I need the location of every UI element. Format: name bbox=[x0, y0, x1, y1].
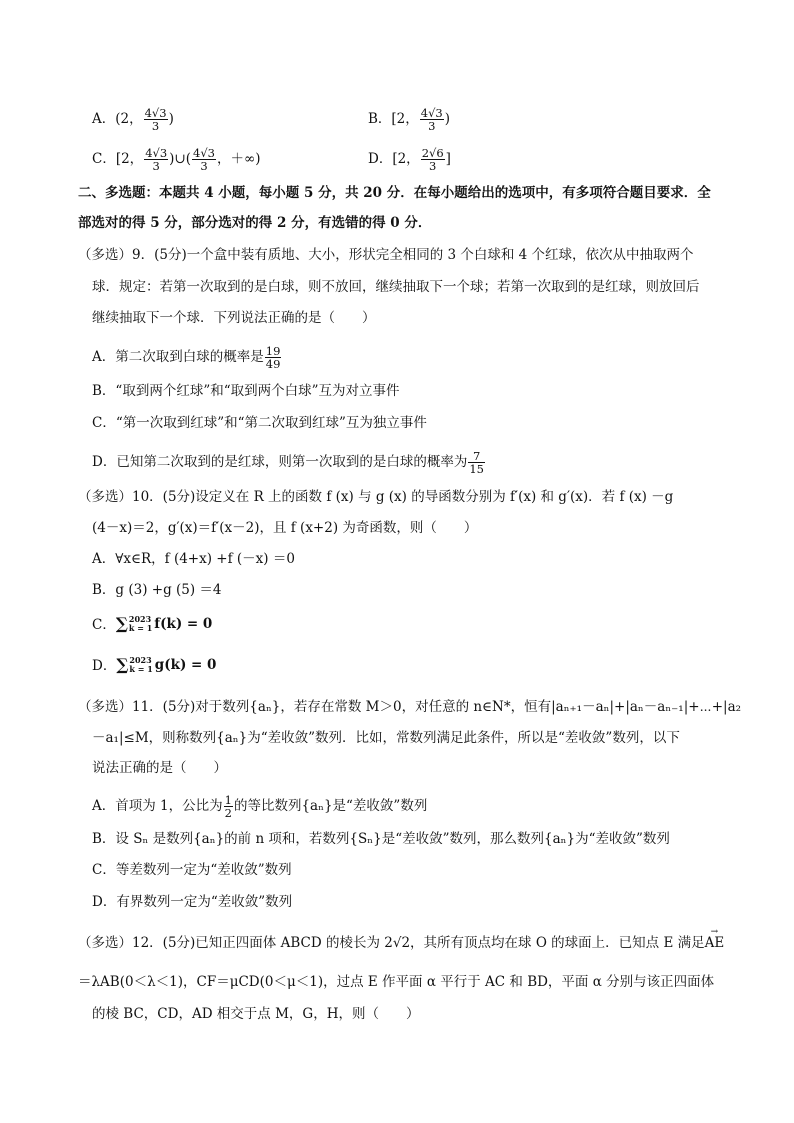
q10-option-c: C． ∑ 2023 k = 1 f(k) = 0 bbox=[92, 614, 213, 633]
vector-ae: → AE bbox=[705, 933, 725, 953]
fraction: $\frac{7}{15}$ bbox=[469, 449, 484, 476]
q8-option-b: B．[2， $\frac{4√3}{3}$ ) bbox=[368, 106, 451, 133]
q9-option-a: A．第二次取到白球的概率是 $\frac{19}{49}$ bbox=[92, 344, 281, 371]
section-heading-line1: 二、多选题：本题共 4 小题，每小题 5 分，共 20 分．在每小题给出的选项中，有多项符合题目要求．全 bbox=[78, 185, 711, 201]
q8-option-c: C．[2， $\frac{4√3}{3}$ )∪( $\frac{4√3}{3}$ ，＋∞) bbox=[92, 146, 261, 173]
q11-option-c: C．等差数列一定为“差收敛”数列 bbox=[92, 862, 292, 878]
fraction: $\frac{4√3}{3}$ bbox=[145, 146, 168, 173]
fraction: $\frac{4√3}{3}$ bbox=[193, 146, 215, 173]
summation: ∑ 2023 k = 1 f(k) = 0 bbox=[115, 614, 213, 633]
q10-stem-line1: （多选）10．(5分)设定义在 R 上的函数 f (x) 与 g (x) 的导函数分别为 f′(x) 和 g′(x)．若 f (x) －g bbox=[78, 489, 674, 505]
q12-stem-line2: ＝λAB(0＜λ＜1)，CF＝μCD(0＜μ＜1)，过点 E 作平面 α 平行于 AC 和 BD，平面 α 分别与该正四面体 bbox=[78, 974, 715, 990]
fraction: $\frac{4√3}{3}$ bbox=[420, 106, 443, 133]
summation: ∑ 2023 k = 1 g(k) = 0 bbox=[116, 655, 217, 674]
q9-stem-line3: 继续抽取下一个球．下列说法正确的是（ ） bbox=[92, 310, 376, 326]
fraction: $\frac{2√6}{3}$ bbox=[421, 146, 444, 173]
fraction: $\frac{1}{2}$ bbox=[224, 793, 232, 820]
q10-option-a: A．∀x∈R，f (4+x) +f (－x) ＝0 bbox=[92, 551, 295, 567]
q9-option-d: D．已知第二次取到的是红球，则第一次取到的是白球的概率为 $\frac{7}{15}$ bbox=[92, 449, 484, 476]
fraction: $\frac{19}{49}$ bbox=[265, 344, 281, 371]
section-heading-line2: 部选对的得 5 分，部分选对的得 2 分，有选错的得 0 分． bbox=[78, 215, 432, 231]
q9-stem-line2: 球．规定：若第一次取到的是白球，则不放回，继续抽取下一个球；若第一次取到的是红球，则放回后 bbox=[92, 279, 700, 295]
q9-option-b: B．“取到两个红球”和“取到两个白球”互为对立事件 bbox=[92, 383, 400, 399]
fraction: $\frac{4√3}{3}$ bbox=[144, 106, 167, 133]
q10-stem-line2: (4－x)＝2，g′(x)＝f′(x－2)，且 f (x+2) 为奇函数，则（ ） bbox=[92, 520, 478, 536]
q11-option-a: A．首项为 1，公比为 $\frac{1}{2}$ 的等比数列{aₙ}是“差收敛”数列 bbox=[92, 793, 428, 820]
q11-option-b: B．设 Sₙ 是数列{aₙ}的前 n 项和，若数列{Sₙ}是“差收敛”数列，那么数列{aₙ}为“差收敛”数列 bbox=[92, 831, 670, 847]
q9-option-c: C．“第一次取到红球”和“第二次取到红球”互为独立事件 bbox=[92, 415, 427, 431]
q12-stem-line1: （多选）12．(5分)已知正四面体 ABCD 的棱长为 2√2，其所有顶点均在球 O 的球面上．已知点 E 满足→ AE bbox=[78, 933, 724, 953]
q8-option-d: D．[2， $\frac{2√6}{3}$ ] bbox=[368, 146, 451, 173]
q8-option-a: A．(2， $\frac{4√3}{3}$ ) bbox=[92, 106, 174, 133]
q12-stem-line3: 的棱 BC，CD，AD 相交于点 M，G，H，则（ ） bbox=[92, 1006, 420, 1022]
q11-stem-line2: －a₁|≤M，则称数列{aₙ}为“差收敛”数列．比如，常数列满足此条件，所以是“差收敛”数列，以下 bbox=[92, 730, 680, 746]
q9-stem-line1: （多选）9．(5分)一个盒中装有质地、大小，形状完全相同的 3 个白球和 4 个红球，依次从中抽取两个 bbox=[78, 247, 694, 263]
q11-stem-line1: （多选）11．(5分)对于数列{aₙ}，若存在常数 M＞0，对任意的 n∈N*，恒有|aₙ₊₁－aₙ|+|aₙ－aₙ₋₁|+⋯+|a₂ bbox=[78, 699, 742, 715]
q10-option-b: B．g (3) +g (5) ＝4 bbox=[92, 582, 222, 598]
q11-stem-line3: 说法正确的是（ ） bbox=[92, 760, 227, 776]
q11-option-d: D．有界数列一定为“差收敛”数列 bbox=[92, 894, 293, 910]
q10-option-d: D． ∑ 2023 k = 1 g(k) = 0 bbox=[92, 655, 217, 674]
